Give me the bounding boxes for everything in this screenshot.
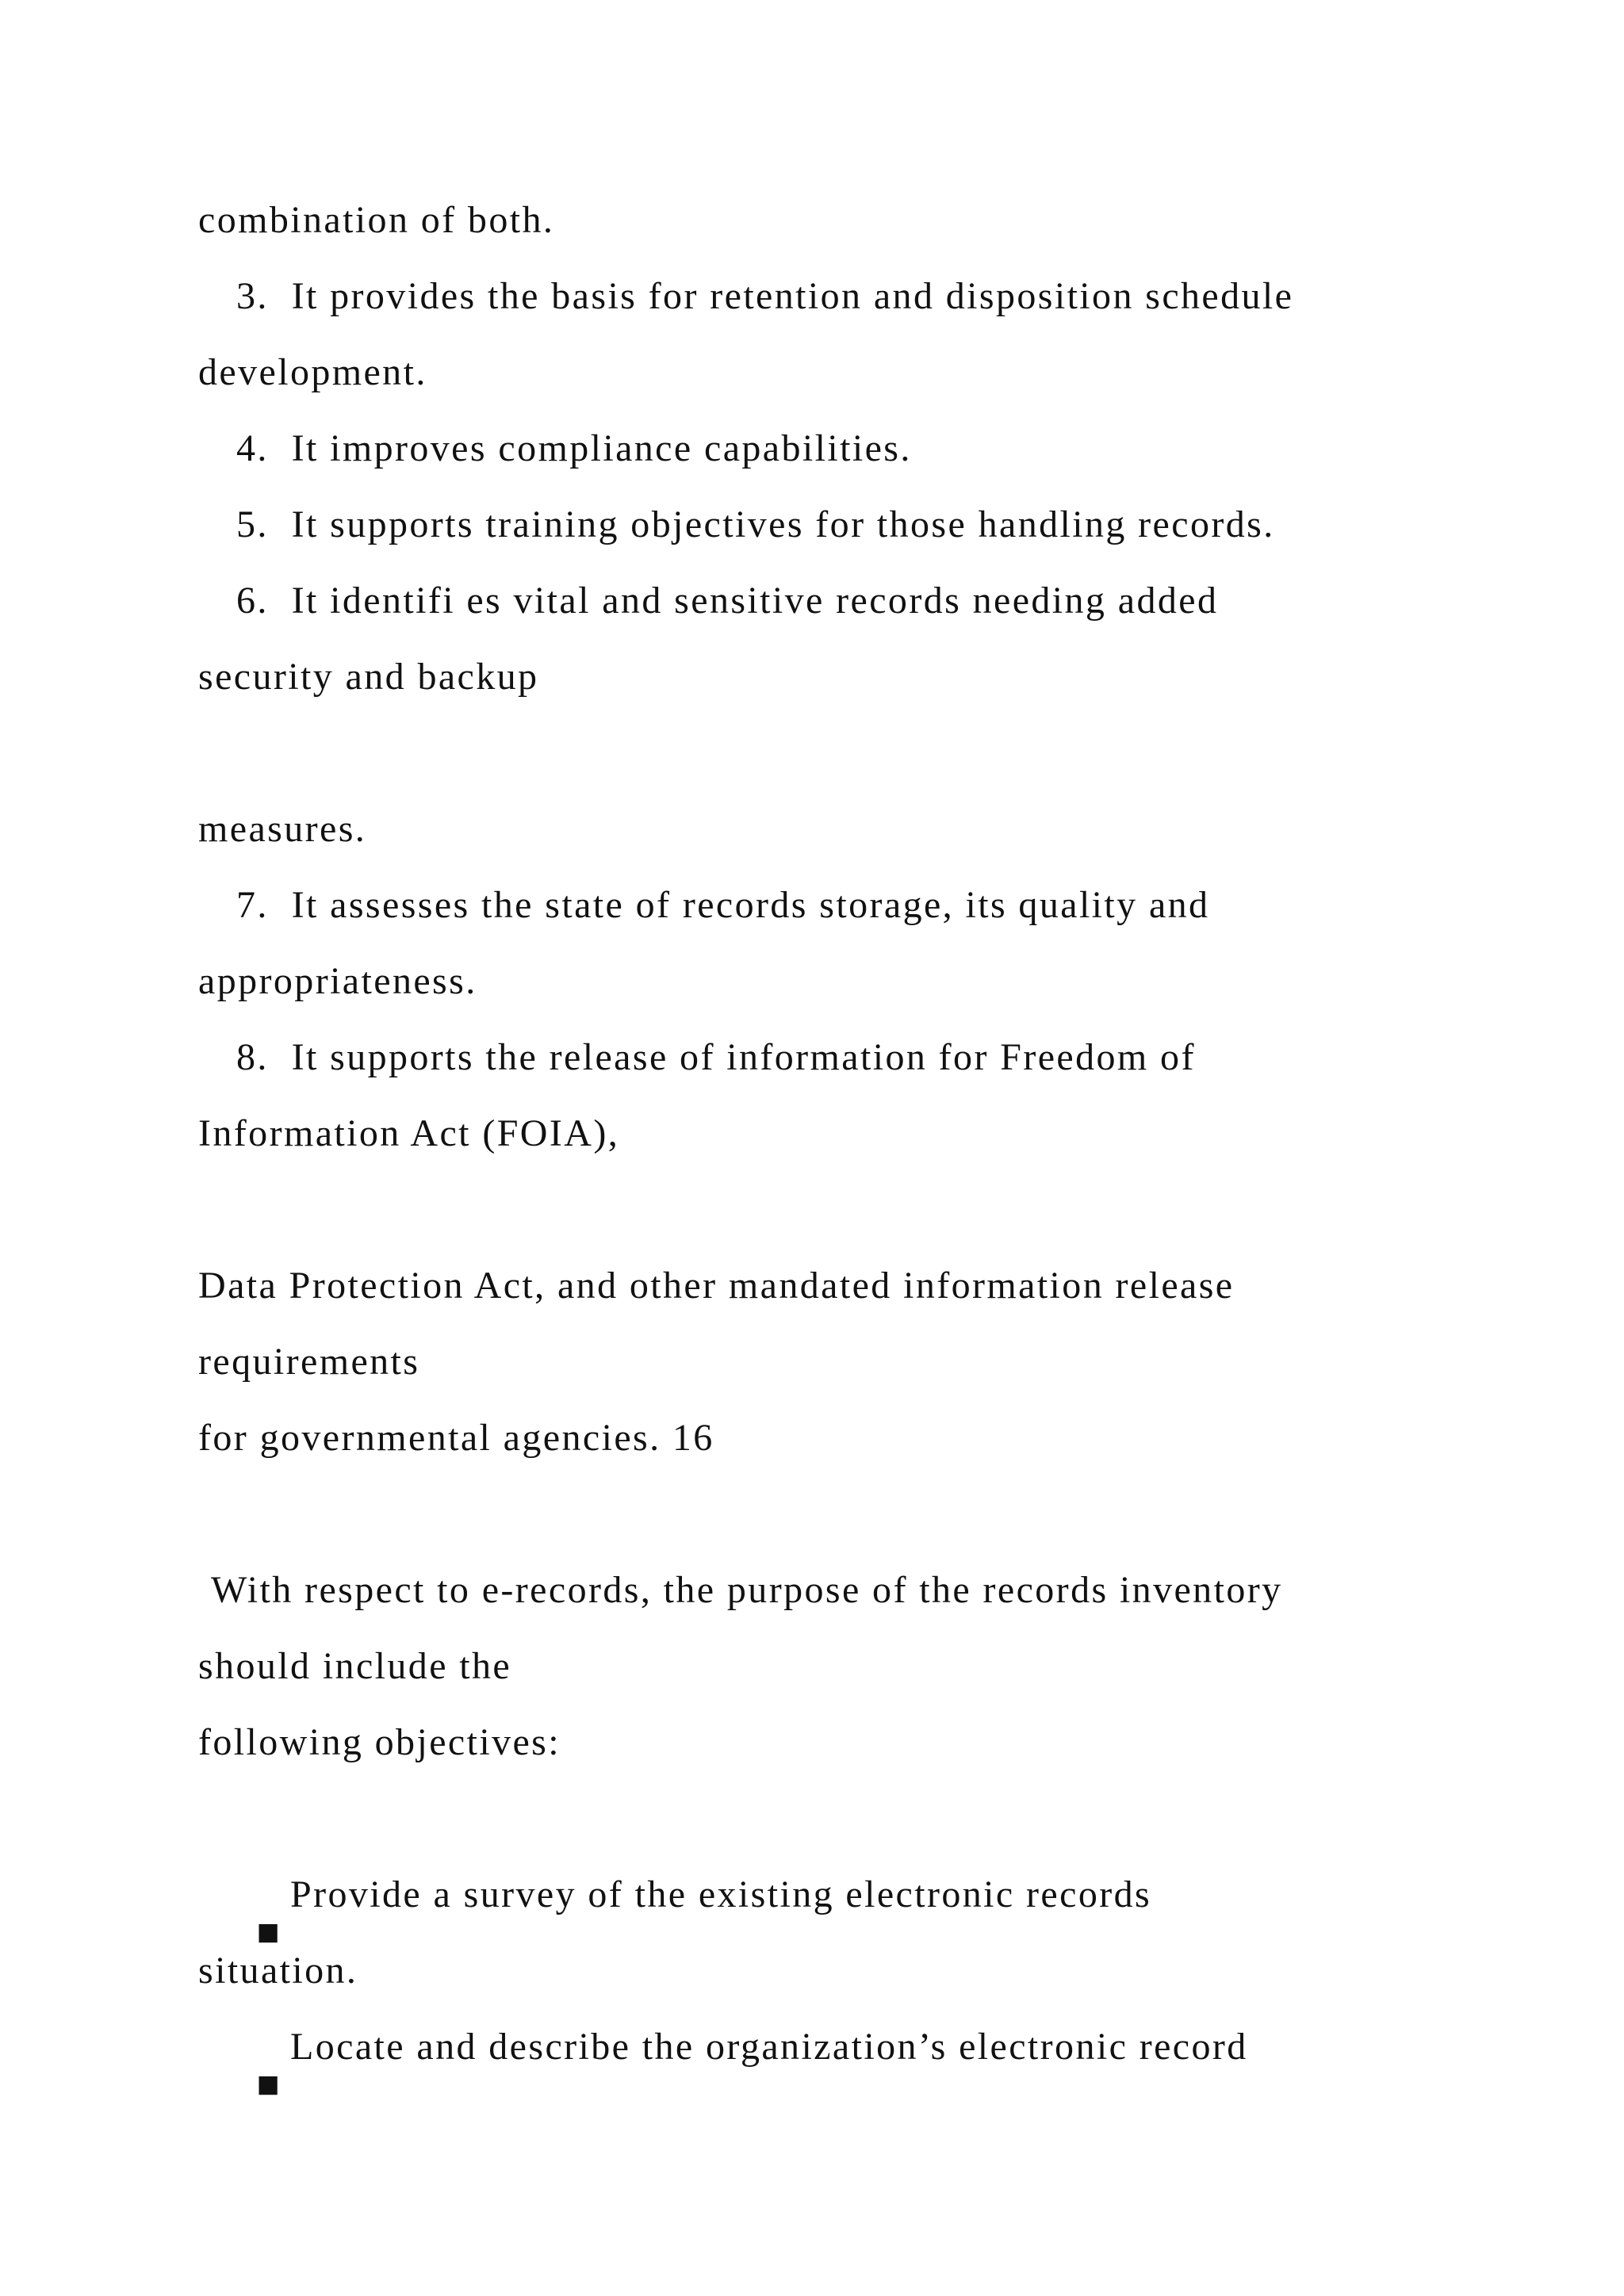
square-bullet-icon: ■	[256, 2064, 282, 2106]
text-line: security and backup	[198, 656, 539, 698]
text-line: for governmental agencies. 16	[198, 1417, 714, 1459]
list-item-3: 3. It provides the basis for retention and disposition schedule	[236, 275, 1294, 317]
bullet-continuation: situation.	[198, 1950, 358, 1992]
text-line: Information Act (FOIA),	[198, 1112, 620, 1154]
text-line: following objectives:	[198, 1721, 561, 1763]
text-line: appropriateness.	[198, 960, 477, 1002]
bullet-text: Provide a survey of the existing electronic records	[290, 1873, 1152, 1915]
list-item-5: 5. It supports training objectives for those handling records.	[236, 503, 1275, 545]
list-item-6: 6. It identifi es vital and sensitive records needing added	[236, 580, 1219, 622]
bullet-item	[211, 2028, 282, 2142]
paragraph-start: With respect to e-records, the purpose of the records inventory	[211, 1569, 1283, 1611]
list-item-4: 4. It improves compliance capabilities.	[236, 427, 912, 469]
text-line: Data Protection Act, and other mandated information release	[198, 1265, 1235, 1307]
list-item-7: 7. It assesses the state of records storage, its quality and	[236, 884, 1210, 926]
text-line: development.	[198, 351, 427, 393]
bullet-text: Locate and describe the organization’s electronic record	[290, 2026, 1248, 2068]
text-line: measures.	[198, 808, 367, 850]
text-line: combination of both.	[198, 199, 555, 241]
list-item-8: 8. It supports the release of information for Freedom of	[236, 1036, 1196, 1078]
square-bullet-icon: ■	[256, 1911, 282, 1954]
text-line: requirements	[198, 1341, 420, 1383]
text-line: should include the	[198, 1645, 512, 1687]
